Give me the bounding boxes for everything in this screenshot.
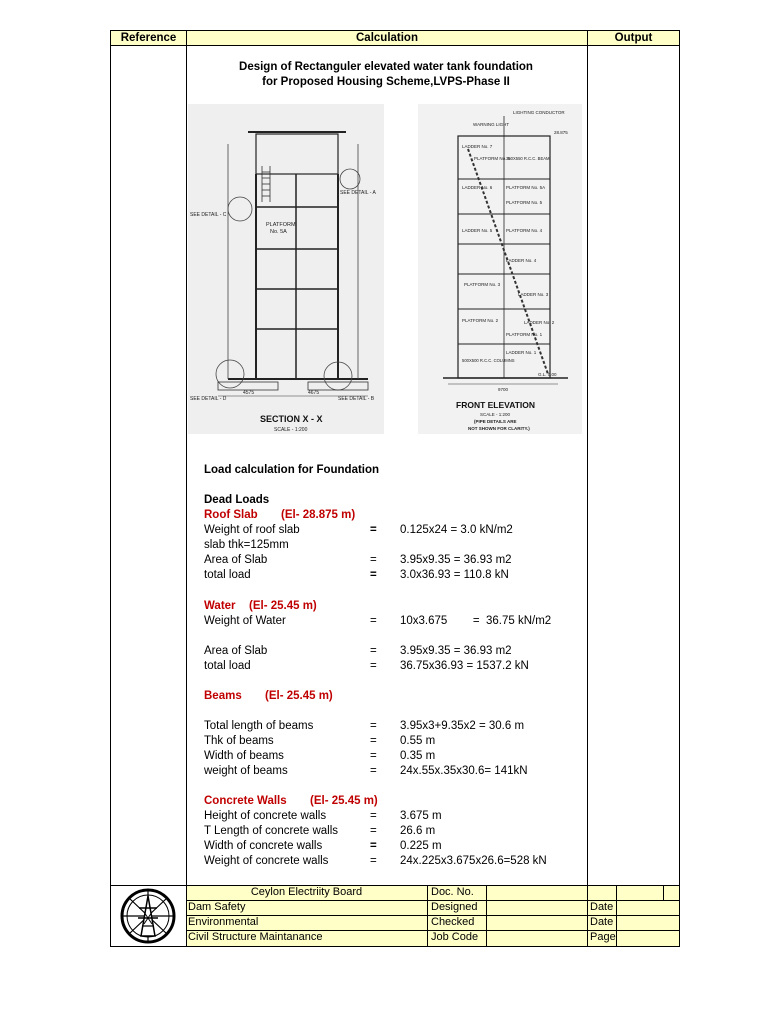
beams-row-eq: = bbox=[370, 735, 377, 747]
beams-row-label: Width of beams bbox=[204, 750, 284, 762]
ceb-logo bbox=[111, 886, 186, 946]
section-see-detail-d: SEE DETAIL - D bbox=[190, 396, 227, 402]
header-reference: Reference bbox=[110, 30, 187, 46]
load-heading: Load calculation for Foundation bbox=[204, 464, 380, 476]
footer-job-code: Job Code bbox=[431, 931, 479, 943]
beams-row-eq: = bbox=[370, 720, 377, 732]
footer-col-line bbox=[427, 885, 428, 947]
elev-ladder1: LADDER No. 1 bbox=[506, 350, 537, 355]
footer-col-line bbox=[486, 885, 487, 947]
water-row-label: total load bbox=[204, 660, 251, 672]
section-see-detail-c: SEE DETAIL - C bbox=[190, 212, 227, 218]
frame-output-divider bbox=[587, 45, 588, 886]
elevation-note1: (PIPE DETAILS ARE bbox=[474, 419, 517, 424]
water-row-value: 10x3.675 = 36.75 kN/m2 bbox=[400, 615, 552, 627]
beams-row-value: 0.55 m bbox=[400, 735, 436, 747]
beams-row-eq: = bbox=[370, 750, 377, 762]
water-row-value: 36.75x36.93 = 1537.2 kN bbox=[400, 660, 529, 672]
water-row-value: 3.95x9.35 = 36.93 m2 bbox=[400, 645, 512, 657]
beams-row-label: Thk of beams bbox=[204, 735, 274, 747]
elev-columns: 500X500 R.C.C. COLUMNS bbox=[462, 358, 515, 363]
roof-row-label: total load bbox=[204, 569, 251, 581]
elev-ladder3: LADDER No. 3 bbox=[518, 292, 549, 297]
footer-designed: Designed bbox=[431, 901, 478, 913]
elev-beam: 350X550 R.C.C. BEAM bbox=[506, 156, 550, 161]
walls-row-value: 0.225 m bbox=[400, 840, 442, 852]
beams-row-label: weight of beams bbox=[204, 765, 288, 777]
section-platform-label: PLATFORM bbox=[266, 222, 296, 228]
frame-right bbox=[679, 45, 680, 886]
beams-row-value: 3.95x3+9.35x2 = 30.6 m bbox=[400, 720, 525, 732]
elev-warning: WARNING LIGHT bbox=[473, 122, 510, 127]
walls-row-label: Height of concrete walls bbox=[204, 810, 327, 822]
footer-col-line bbox=[587, 885, 588, 947]
footer-col-line bbox=[663, 885, 664, 900]
elev-ladder7: LADDER No. 7 bbox=[462, 144, 493, 149]
water-level: (El- 25.45 m) bbox=[249, 600, 317, 612]
elev-gl: G.L. 0.00 bbox=[538, 372, 557, 377]
walls-row-label: Weight of concrete walls bbox=[204, 855, 329, 867]
walls-row-label: Width of concrete walls bbox=[204, 840, 323, 852]
roof-row-eq: = bbox=[370, 554, 377, 566]
walls-title: Concrete Walls bbox=[204, 795, 287, 807]
elev-platform4: PLATFORM No. 4 bbox=[506, 228, 543, 233]
footer-date1: Date bbox=[590, 901, 614, 913]
elev-platform5a: PLATFORM No. 5A bbox=[506, 185, 546, 190]
header-output: Output bbox=[587, 30, 680, 46]
section-scale: SCALE - 1:200 bbox=[274, 427, 308, 433]
beams-level: (El- 25.45 m) bbox=[265, 690, 333, 702]
elevation-drawing bbox=[418, 104, 582, 434]
walls-row-value: 26.6 m bbox=[400, 825, 436, 837]
elevation-caption: FRONT ELEVATION bbox=[456, 400, 536, 410]
roof-row-value: 0.125x24 = 3.0 kN/m2 bbox=[400, 524, 513, 536]
footer-checked: Checked bbox=[431, 916, 475, 928]
elev-dim: 9700 bbox=[498, 387, 509, 392]
section-platform-no: No. 5A bbox=[270, 229, 287, 235]
beams-row-value: 24x.55x.35x30.6= 141kN bbox=[400, 765, 528, 777]
footer-dept1: Dam Safety bbox=[188, 901, 246, 913]
water-row-eq: = bbox=[370, 615, 377, 627]
footer-col-line bbox=[616, 885, 617, 947]
roof-row-label: Area of Slab bbox=[204, 554, 268, 566]
header-calculation: Calculation bbox=[186, 30, 588, 46]
section-see-detail-a: SEE DETAIL - A bbox=[340, 190, 376, 196]
elevation-svg bbox=[418, 104, 582, 434]
page-title-line2: for Proposed Housing Scheme,LVPS-Phase II bbox=[262, 76, 510, 88]
water-row-label: Weight of Water bbox=[204, 615, 286, 627]
roof-row-label: Weight of roof slab bbox=[204, 524, 300, 536]
walls-level: (El- 25.45 m) bbox=[310, 795, 378, 807]
footer-dept3: Civil Structure Maintanance bbox=[188, 931, 323, 943]
water-title: Water bbox=[204, 600, 236, 612]
footer-date2: Date bbox=[590, 916, 614, 928]
elev-ladder5: LADDER No. 5 bbox=[462, 228, 493, 233]
footer-page: Page bbox=[590, 931, 616, 943]
roof-row-eq: = bbox=[370, 524, 377, 536]
frame-ref-divider bbox=[186, 45, 187, 886]
elev-ladder6: LADDER No. 6 bbox=[462, 185, 493, 190]
dead-loads-heading: Dead Loads bbox=[204, 494, 270, 506]
roof-row-value: 3.0x36.93 = 110.8 kN bbox=[400, 569, 509, 581]
roof-slab-title: Roof Slab bbox=[204, 509, 258, 521]
water-row-eq: = bbox=[370, 645, 377, 657]
footer-doc-no: Doc. No. bbox=[431, 886, 474, 898]
frame-left bbox=[110, 45, 111, 886]
section-see-detail-b: SEE DETAIL - B bbox=[338, 396, 375, 402]
walls-row-eq: = bbox=[370, 825, 377, 837]
walls-row-eq: = bbox=[370, 810, 377, 822]
beams-row-value: 0.35 m bbox=[400, 750, 436, 762]
elev-platform2: PLATFORM No. 2 bbox=[462, 318, 499, 323]
beams-title: Beams bbox=[204, 690, 242, 702]
walls-row-eq: = bbox=[370, 855, 377, 867]
walls-row-label: T Length of concrete walls bbox=[204, 825, 339, 837]
page-title-line1: Design of Rectanguler elevated water tank foundation bbox=[239, 61, 533, 73]
beams-row-eq: = bbox=[370, 765, 377, 777]
footer-dept2: Environmental bbox=[188, 916, 259, 928]
roof-row-value: 3.95x9.35 = 36.93 m2 bbox=[400, 554, 512, 566]
section-svg bbox=[188, 104, 384, 434]
section-dim-4575: 4575 bbox=[243, 390, 255, 396]
elevation-note2: NOT SHOWN FOR CLARITY.) bbox=[468, 426, 530, 431]
elev-platform3: PLATFORM No. 3 bbox=[464, 282, 501, 287]
section-dim-4675: 4675 bbox=[308, 390, 320, 396]
elev-ladder4: LADDER No. 4 bbox=[506, 258, 537, 263]
footer-logo-cell bbox=[110, 885, 187, 947]
beams-row-label: Total length of beams bbox=[204, 720, 314, 732]
water-row-label: Area of Slab bbox=[204, 645, 268, 657]
elevation-scale: SCALE - 1:200 bbox=[480, 412, 511, 417]
walls-row-value: 3.675 m bbox=[400, 810, 442, 822]
elev-lightning: LIGHTING CONDUCTOR bbox=[513, 110, 565, 115]
elev-platform5: PLATFORM No. 5 bbox=[506, 200, 543, 205]
elev-ladder2: LADDER No. 2 bbox=[524, 320, 555, 325]
roof-row-eq: = bbox=[370, 569, 377, 581]
elev-platform1: PLATFORM No. 1 bbox=[506, 332, 543, 337]
walls-row-value: 24x.225x3.675x26.6=528 kN bbox=[400, 855, 547, 867]
section-caption: SECTION X - X bbox=[260, 414, 323, 424]
walls-row-eq: = bbox=[370, 840, 377, 852]
elev-platform6: PLATFORM No. 6 bbox=[474, 156, 511, 161]
roof-slab-level: (El- 28.875 m) bbox=[281, 509, 356, 521]
section-drawing bbox=[188, 104, 384, 434]
footer-org: Ceylon Electriity Board bbox=[250, 886, 363, 898]
water-row-eq: = bbox=[370, 660, 377, 672]
elev-top-level: 28.875 bbox=[554, 130, 568, 135]
roof-row-label: slab thk=125mm bbox=[204, 539, 289, 551]
